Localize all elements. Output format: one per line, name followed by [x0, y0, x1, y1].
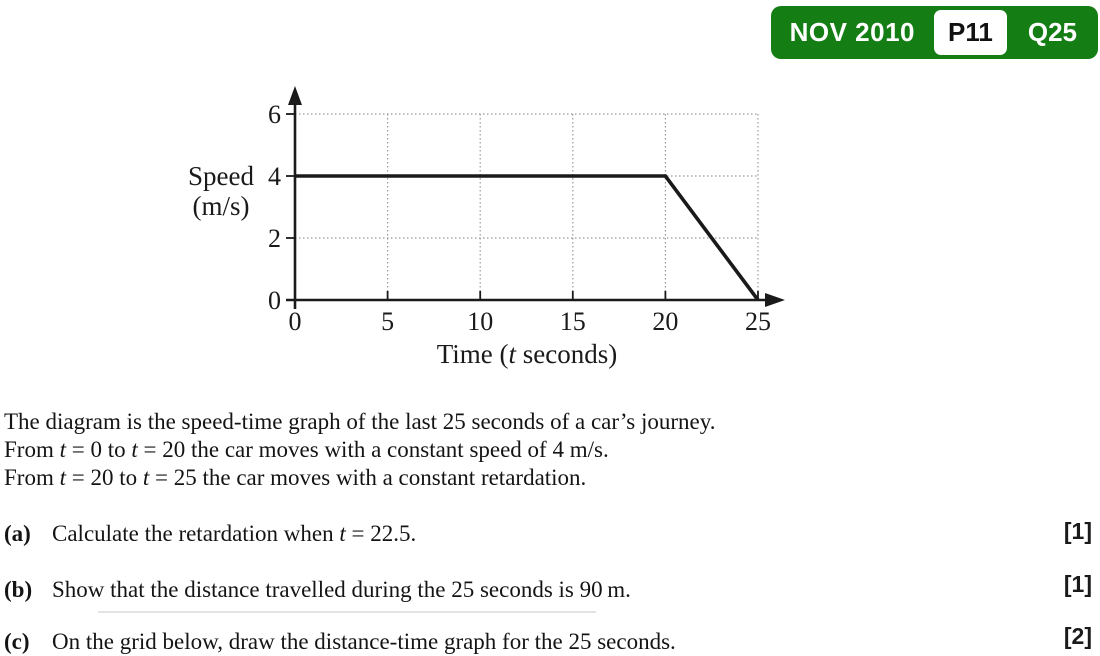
- question-description: [4, 408, 716, 492]
- question-label: (b): [4, 577, 33, 602]
- svg-text:Speed: Speed: [188, 161, 254, 191]
- question-text: Show that the distance travelled during the 25 seconds is 90 m.: [52, 577, 631, 602]
- svg-text:15: 15: [559, 307, 586, 336]
- speed-time-graph: [186, 80, 806, 380]
- exam-badge: [771, 6, 1098, 59]
- svg-text:10: 10: [467, 307, 494, 336]
- svg-text:0: 0: [288, 307, 302, 336]
- speed-time-chart: [186, 80, 806, 380]
- mark-badge: [1]: [1063, 571, 1092, 597]
- svg-text:6: 6: [268, 100, 281, 129]
- mark-badge: [1]: [1063, 518, 1092, 544]
- svg-text:20: 20: [652, 307, 679, 336]
- question-row-b: [4, 571, 1094, 603]
- question-label: (c): [4, 629, 30, 654]
- mark-badge: [2]: [1063, 623, 1092, 649]
- question-text: On the grid below, draw the distance-time graph for the 25 seconds.: [52, 629, 676, 654]
- question-row-c: [4, 623, 1094, 655]
- description-line: The diagram is the speed-time graph of the last 25 seconds of a car’s journey.: [4, 409, 716, 434]
- faded-rule: [98, 611, 596, 613]
- badge-paper-label: P11: [934, 10, 1007, 55]
- svg-text:5: 5: [381, 307, 395, 336]
- svg-text:4: 4: [268, 162, 281, 191]
- question-label: (a): [4, 521, 31, 546]
- svg-text:(m/s): (m/s): [192, 191, 250, 221]
- description-line: From t = 0 to t = 20 the car moves with a constant speed of 4 m/s.: [4, 437, 609, 462]
- question-row-a: [4, 518, 1094, 547]
- svg-text:25: 25: [745, 307, 771, 336]
- svg-text:0: 0: [268, 286, 281, 315]
- svg-text:Time (t seconds): Time (t seconds): [436, 339, 618, 369]
- badge-question-label: Q25: [1027, 17, 1077, 47]
- badge-session-label: NOV 2010: [789, 17, 916, 47]
- question-text: Calculate the retardation when t = 22.5.: [52, 521, 417, 546]
- description-line: From t = 20 to t = 25 the car moves with a constant retardation.: [4, 465, 587, 490]
- svg-text:2: 2: [268, 224, 281, 253]
